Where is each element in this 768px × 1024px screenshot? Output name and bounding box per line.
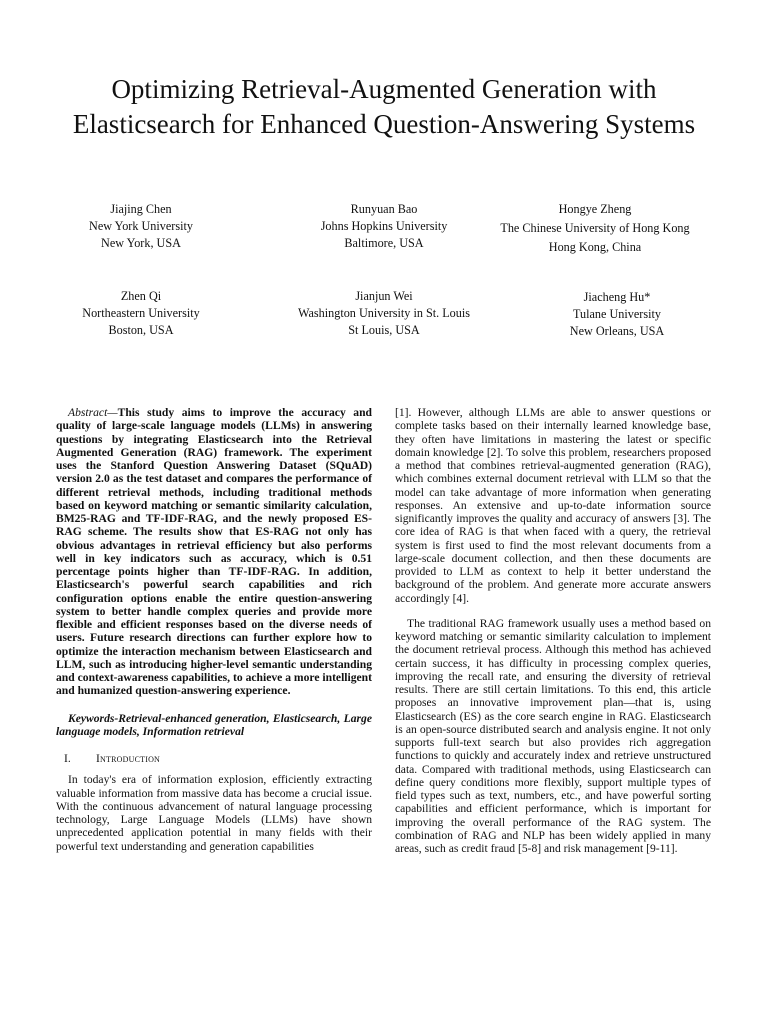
abstract-text: This study aims to improve the accuracy and quality of large-scale language models (LLMs) in answering questions by integrating Elasticsearch into the Retrieval Augmented Generation (RAG) framework. The experiment uses the Stanford Question Answering Dataset (SQuAD) version 2.0 as the test dataset and compares the performance of different retrieval methods, including traditional methods based on keyword matching or semantic similarity calculation, BM25-RAG and TF-IDF-RAG, and the newly proposed ES-RAG scheme. The results show that ES-RAG not only has obvious advantages in retrieval efficiency but also performs well in key indicators such as accuracy, which is 0.51 percentage points higher than TF-IDF-RAG. In addition, Elasticsearch's powerful search capabilities and rich configuration options enable the entire question-answering system to better handle complex queries and provide more flexible and efficient responses based on the diverse needs of users. Future research directions can further explore how to optimize the interaction mechanism between Elasticsearch and LLM, such as introducing higher-level semantic understanding and context-awareness capabilities, to achieve a more intelligent and humanized question-answering experience. bbox=[56, 406, 372, 698]
author-affiliation: Johns Hopkins University bbox=[320, 219, 448, 233]
author-affiliation: The Chinese University of Hong Kong bbox=[500, 221, 690, 235]
body-paragraph: The traditional RAG framework usually uses a method based on keyword matching or semantic similarity calculation to implement the document retrieval process. Although this method has achieved certain success, it has difficulty in processing complex queries, improving the recall rate, and ensuring the diversity of retrieval results. There are still certain limitations. To this end, this article proposes an innovative improvement plan—that is, using Elasticsearch (ES) as the core search engine in RAG. Elasticsearch is an open-source distributed search and analysis engine. It not only supports full-text search but also provides rich aggregation functions to quickly and accurately index and retrieve unstructured data. Compared with traditional methods, using Elasticsearch can define query conditions more flexibly, support multiple types of field types such as text, numbers, etc., and have powerful sorting capabilities and efficient performance, which is important for improving the overall performance of the RAG system. The combination of RAG and NLP has been widely applied in many areas, such as credit fraud [5-8] and risk management [9-11]. bbox=[395, 616, 711, 855]
author-block bbox=[259, 288, 509, 339]
section-title: Introduction bbox=[96, 752, 161, 765]
paper-title: Optimizing Retrieval-Augmented Generation with Elasticsearch for Enhanced Question-Answering Systems bbox=[72, 74, 696, 139]
body-paragraph: [1]. However, although LLMs are able to answer questions or complete tasks based on their internally learned knowledge base, they often have limitations in mastering the latest or specific domain knowledge [2]. To solve this problem, researchers proposed a method that combines retrieval-augmented generation (RAG), which combines external document retrieval with LLM so that the model can take advantage of more information when generating responses. An extensive and up-to-date information source significantly improves the quality and accuracy of answers [3]. The core idea of RAG is that when faced with a query, the retrieval system is first used to find the most relevant documents from a large-scale document collection, and then these documents are provided to LLM as context to help it better understand the background of the problem. And generate more accurate answers accordingly [4]. bbox=[395, 406, 711, 605]
author-location: New Orleans, USA bbox=[569, 324, 665, 338]
author-name: Jiajing Chen bbox=[110, 202, 172, 216]
author-location: Hong Kong, China bbox=[548, 240, 642, 254]
author-affiliation: Northeastern University bbox=[82, 306, 200, 320]
author-name: Jiacheng Hu* bbox=[583, 290, 651, 304]
left-column bbox=[56, 406, 372, 853]
abstract bbox=[56, 406, 372, 698]
intro-paragraph: In today's era of information explosion, efficiently extracting valuable information from massive data has become a crucial issue. With the continuous advancement of natural language processing technology, Large Language Models (LLMs) have shown unprecedented application potential in many fields with their powerful text understanding and generation capabilities bbox=[56, 773, 372, 853]
section-heading bbox=[56, 752, 372, 765]
author-block bbox=[492, 289, 742, 340]
keywords-text: Retrieval-enhanced generation, Elasticsearch, Large language models, Information retrieval bbox=[56, 711, 372, 738]
author-affiliation: Tulane University bbox=[573, 307, 661, 321]
author-name: Runyuan Bao bbox=[350, 202, 418, 216]
author-block bbox=[259, 201, 509, 252]
section-number: I. bbox=[64, 752, 71, 765]
abstract-label: Abstract— bbox=[68, 406, 118, 419]
author-block bbox=[16, 288, 266, 339]
author-location: Boston, USA bbox=[108, 323, 174, 337]
author-name: Zhen Qi bbox=[120, 289, 162, 303]
author-location: Baltimore, USA bbox=[344, 236, 424, 250]
keywords bbox=[56, 712, 372, 739]
author-name: Hongye Zheng bbox=[558, 202, 632, 216]
keywords-label: Keywords- bbox=[68, 711, 119, 725]
author-affiliation: New York University bbox=[89, 219, 193, 233]
author-affiliation: Washington University in St. Louis bbox=[297, 306, 470, 320]
right-column bbox=[395, 406, 711, 855]
author-block bbox=[478, 201, 712, 256]
author-block bbox=[16, 201, 266, 252]
author-location: New York, USA bbox=[101, 236, 181, 250]
author-name: Jianjun Wei bbox=[355, 289, 413, 303]
author-location: St Louis, USA bbox=[348, 323, 420, 337]
